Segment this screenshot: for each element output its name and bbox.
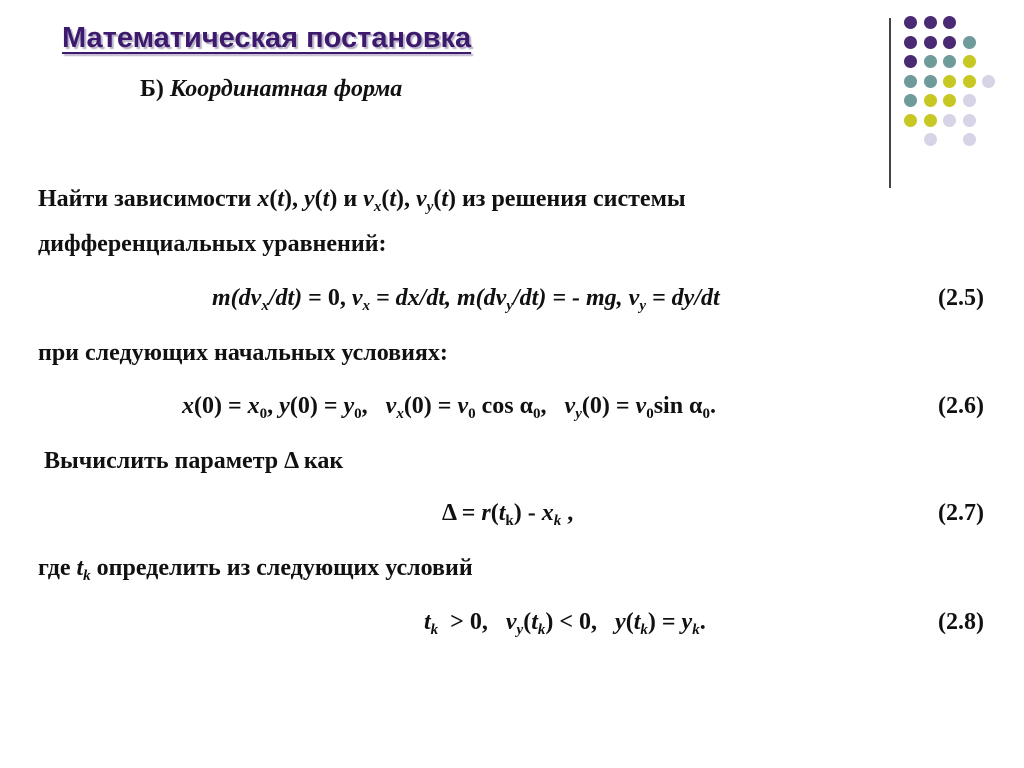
- divider-line: [889, 18, 891, 188]
- paragraph-initial-conditions: при следующих начальных условиях:: [38, 340, 448, 366]
- decorative-dot: [963, 114, 976, 127]
- decorative-dot: [924, 94, 937, 107]
- decorative-dot: [924, 133, 937, 146]
- decorative-dot: [924, 114, 937, 127]
- decorative-dot: [943, 114, 956, 127]
- equation-2-7: $\Delta = r(t_k) - x_k$ ,: [442, 500, 574, 529]
- decorative-dot: [904, 94, 917, 107]
- paragraph-where-tk: где $t_k$ определить из следующих условий: [38, 555, 473, 584]
- paragraph-diff-equations: дифференциальных уравнений:: [38, 231, 387, 257]
- paragraph-find-dependencies: Найти зависимости x(t), y(t) и $v_x(t)$, $v_y(t)$ из решения системы: [38, 186, 686, 215]
- decorative-dot: [943, 36, 956, 49]
- decorative-dot: [904, 55, 917, 68]
- equation-2-5: $m(dv_x/dt) = 0$, $v_x = dx/dt$, $m(dv_y/dt)$ = - mg, $v_y = dy/dt$: [212, 285, 720, 314]
- decorative-dot: [943, 55, 956, 68]
- decorative-dot: [963, 94, 976, 107]
- decorative-dot: [963, 75, 976, 88]
- decorative-dot: [943, 16, 956, 29]
- equation-number-2-5: (2.5): [938, 285, 984, 311]
- equation-2-8: $t_k > 0$, $v_y(t_k) < 0$, $y(t_k) = y_k$.: [424, 609, 706, 638]
- equation-2-6: $x(0) = x_0$, $y(0) = y_0$, $v_x(0) = v_0$ $\cos \alpha_0$, $v_y(0) = v_0\sin$ $\alpha_0$.: [182, 393, 716, 422]
- decorative-dot: [963, 133, 976, 146]
- decorative-dot: [963, 36, 976, 49]
- decorative-dot: [904, 75, 917, 88]
- decorative-dot: [924, 75, 937, 88]
- decorative-dot: [963, 55, 976, 68]
- decorative-dot: [943, 75, 956, 88]
- paragraph-compute-delta: Вычислить параметр Δ как: [44, 448, 344, 474]
- decorative-dot: [924, 16, 937, 29]
- decorative-dot: [924, 36, 937, 49]
- decorative-dot: [943, 94, 956, 107]
- decorative-dot: [982, 75, 995, 88]
- equation-number-2-7: (2.7): [938, 500, 984, 526]
- decorative-dot: [924, 55, 937, 68]
- decorative-dot: [904, 16, 917, 29]
- subtitle: [140, 76, 402, 103]
- slide-title: Математическая постановка: [62, 22, 472, 54]
- subtitle-prefix: Б): [140, 76, 164, 102]
- equation-number-2-8: (2.8): [938, 609, 984, 635]
- equation-number-2-6: (2.6): [938, 393, 984, 419]
- subtitle-italic: Координатная форма: [169, 76, 403, 102]
- decorative-dot: [904, 36, 917, 49]
- decorative-dot: [904, 114, 917, 127]
